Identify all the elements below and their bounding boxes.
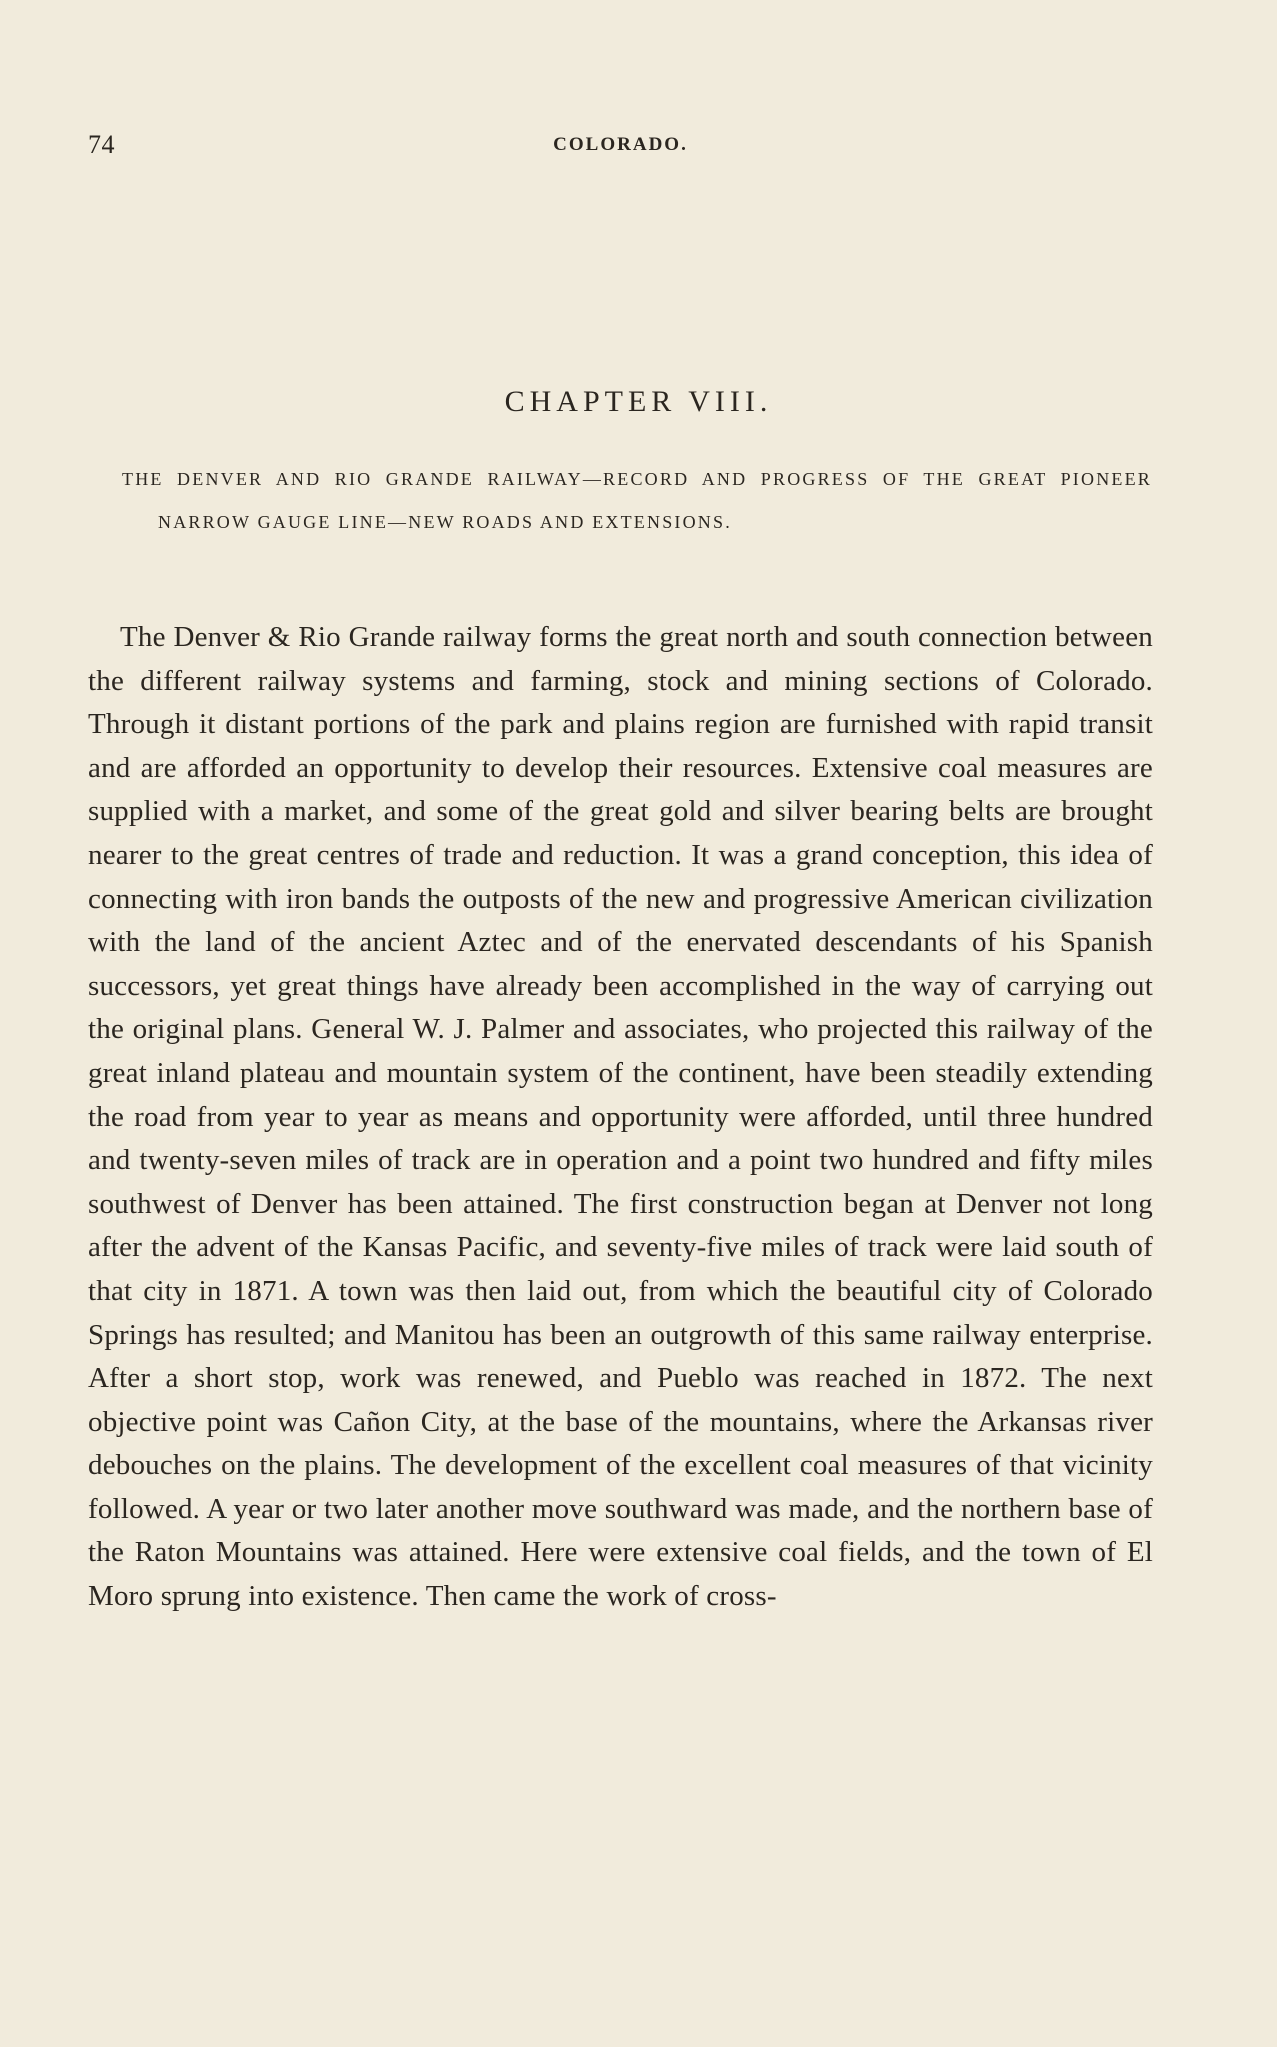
running-title: COLORADO. [553,134,688,155]
paragraph: The Denver & Rio Grande railway forms the great north and south connection between the different railway systems and farming, stock and mining sections of Colorado. Through it distant portions of the park and plains region are furnished with rapid transit and are afforded an opportunity to develop their resources. Extensive coal measures are supplied with a market, and some of the great gold and silver bearing belts are brought nearer to the great centres of trade and reduction. It was a grand conception, this idea of connecting with iron bands the outposts of the new and progressive American civilization with the land of the ancient Aztec and of the enervated descendants of his Spanish successors, yet great things have already been accomplished in the way of carrying out the original plans. General W. J. Palmer and associates, who projected this railway of the great inland plateau and mountain system of the continent, have been steadily extending the road from year to year as means and opportunity were afforded, until three hundred and twenty-seven miles of track are in operation and a point two hundred and fifty miles southwest of Denver has been attained. The first construction began at Denver not long after the advent of the Kansas Pacific, and seventy-five miles of track were laid south of that city in 1871. A town was then laid out, from which the beautiful city of Colorado Springs has resulted; and Manitou has been an outgrowth of this same railway enterprise. After a short stop, work was renewed, and Pueblo was reached in 1872. The next objective point was Cañon City, at the base of the mountains, where the Arkansas river debouches on the plains. The development of the excellent coal measures of that vicinity followed. A year or two later another move southward was made, and the northern base of the Raton Mountains was attained. Here were extensive coal fields, and the town of El Moro sprung into existence. Then came the work of cross- [88,621,1153,1613]
page-number: 74 [88,130,115,159]
chapter-title: CHAPTER VIII. [504,385,773,418]
chapter-synopsis: THE DENVER AND RIO GRANDE RAILWAY—RECORD AND PROGRESS OF THE GREAT PIONEER NARROW GAUGE LINE—NEW ROADS AND EXTENSIONS. [122,469,1152,532]
running-head [88,130,1153,164]
body-text [88,616,1153,1619]
